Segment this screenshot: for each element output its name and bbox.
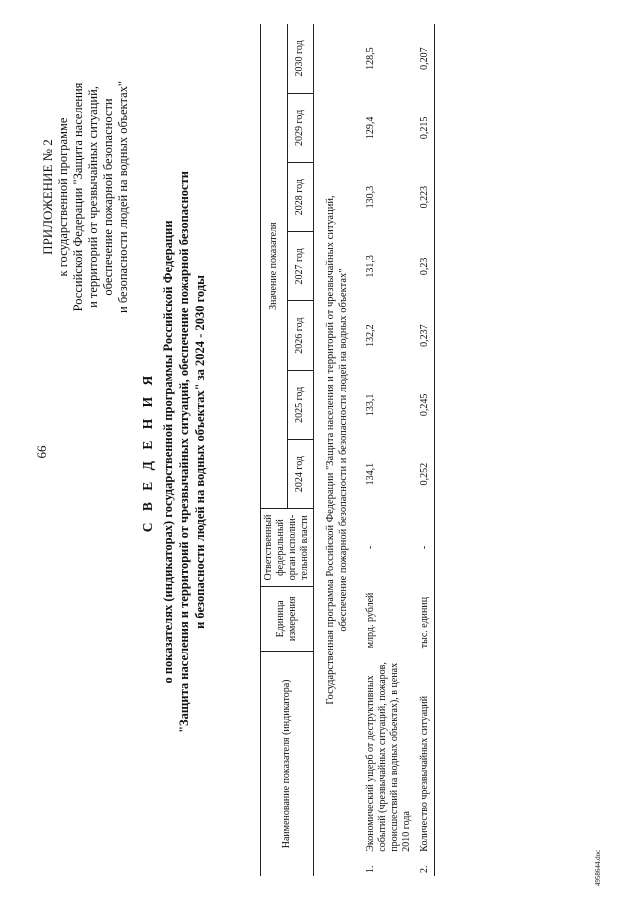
row-value: 0,245 xyxy=(419,393,430,417)
row-value: 0,237 xyxy=(419,324,430,347)
row-number: 1. xyxy=(365,865,376,873)
row-value: 134,1 xyxy=(365,462,376,486)
header-name: Наименование показателя (индикатора) xyxy=(261,651,314,876)
row-value: 132,2 xyxy=(365,324,376,347)
header-year: 2027 год xyxy=(287,232,314,301)
header-responsible: Ответственный федеральный орган исполни-тельной власти xyxy=(261,509,314,587)
heading-title: С В Е Д Е Н И Я xyxy=(140,371,155,533)
row-name: Количество чрезвычайных ситуаций xyxy=(419,695,430,852)
file-reference: 4958644.doc xyxy=(594,849,602,887)
header-year: 2030 год xyxy=(287,24,314,93)
table-row xyxy=(362,24,416,876)
appendix-block xyxy=(40,32,131,362)
heading-line: "Защита населения и территорий от чрезвычайных ситуаций, обеспечение пожарной безопасности xyxy=(177,171,191,733)
row-value: 131,3 xyxy=(365,255,376,278)
page-number: 66 xyxy=(34,445,49,459)
row-number: 2. xyxy=(419,865,430,873)
section-line: Государственная программа Российской Федерации "Защита населения и территорий от чрезвычайных ситуаций, xyxy=(325,195,336,705)
appendix-line: и территорий от чрезвычайных ситуаций, xyxy=(86,86,100,308)
row-value: 0,207 xyxy=(419,47,430,70)
row-value: 129,4 xyxy=(365,116,376,140)
row-unit: тыс. единиц xyxy=(419,596,430,649)
section-row xyxy=(314,24,363,876)
rotated-document xyxy=(40,22,600,882)
appendix-line: Российской Федерации "Защита населения xyxy=(71,82,85,312)
heading-line: о показателях (индикаторах) государственной программы Российской Федерации xyxy=(161,220,175,684)
header-values-group: Значение показателя xyxy=(261,24,288,509)
section-title xyxy=(314,24,363,876)
row-value: 130,3 xyxy=(365,185,376,209)
header-year: 2029 год xyxy=(287,93,314,162)
row-unit: млрд. рублей xyxy=(365,592,376,649)
document-heading xyxy=(140,32,208,872)
header-year: 2024 год xyxy=(287,439,314,508)
appendix-line: и безопасности людей на водных объектах" xyxy=(116,81,130,313)
heading-line: и безопасности людей на водных объектах" за 2024 - 2030 годы xyxy=(193,275,207,629)
row-value: 0,215 xyxy=(419,116,430,140)
row-responsible: - xyxy=(419,545,430,550)
row-responsible: - xyxy=(365,545,376,550)
row-value: 0,23 xyxy=(419,257,430,276)
indicators-table xyxy=(260,24,435,876)
table-row xyxy=(416,24,435,876)
header-year: 2025 год xyxy=(287,370,314,439)
appendix-line: обеспечение пожарной безопасности xyxy=(101,98,115,296)
header-unit: Единица измерения xyxy=(261,586,314,651)
header-year: 2026 год xyxy=(287,301,314,370)
row-value: 0,252 xyxy=(419,462,430,486)
row-value: 133,1 xyxy=(365,393,376,417)
section-line: обеспечение пожарной безопасности и безопасности людей на водных объектах" xyxy=(338,268,349,632)
row-value: 128,5 xyxy=(365,47,376,70)
row-name: Экономический ущерб от деструктивных событий (чрезвычайных ситуаций, пожаров, происшествий на водных объектах), в ценах 2010 года xyxy=(365,662,412,852)
header-year: 2028 год xyxy=(287,163,314,232)
appendix-line: к государственной программе xyxy=(56,117,70,277)
appendix-title: ПРИЛОЖЕНИЕ № 2 xyxy=(40,139,55,255)
row-value: 0,223 xyxy=(419,185,430,209)
